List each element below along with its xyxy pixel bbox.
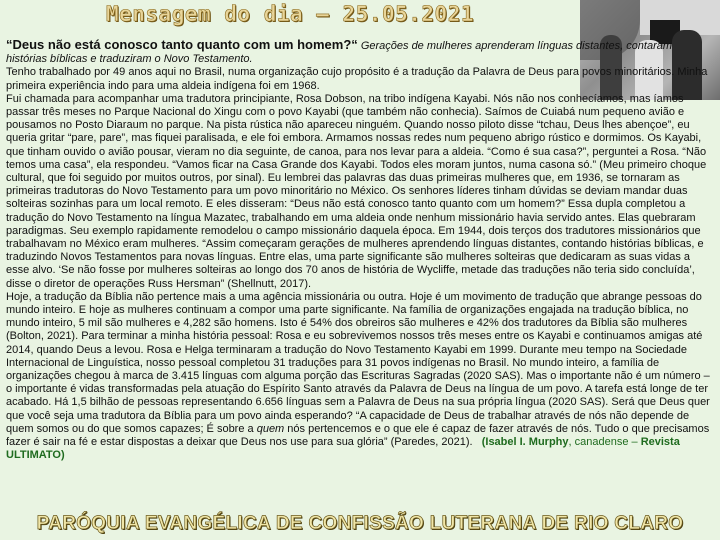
credit-source: Revista ULTIMATO) (6, 436, 680, 462)
footer-banner: PARÓQUIA EVANGÉLICA DE CONFISSÃO LUTERANA DE RIO CLARO (0, 508, 720, 540)
paragraph-text: Hoje, a tradução da Bíblia não pertence mais a uma agência missionária ou outra. Hoje é um movimento de tradução que abrange pessoas do mundo inteiro. E hoje as mulheres continuam a compor uma parte significante. Na família de organizações engajada na tradução bíblica, no mundo inteiro, 5 mil são mulheres e 4,282 são homens. Isto é 54% dos obreiros são mulheres e 42% dos tradutores da Bíblia são mulheres (Bolton, 2021). Para terminar a minha história pessoal: Rosa e eu sobrevivemos nossos três meses entre os Kayabi e continuamos amigas até 2014, quando Deus a levou. Rosa e Helga terminaram a tradução do Novo Testamento Kayabi em 1999. Durante meu tempo na Sociedade Internacional de Linguística, nosso pessoal completou 31 traduções para 31 povos indígenas no Brasil. No mundo inteiro, a família de organizações chegou à marca de 3.415 línguas com alguma porção das Escrituras Sagradas (2020 SAS). Mas o importante não é um número – o importante é vidas transformadas pela atuação do Espírito Santo através da Palavra de Deus na língua de um povo. A tarefa está longe de ter acabado. Há 1,5 bilhão de pessoas representando 6.656 línguas sem a Palavra de Deus na sua própria língua (2020 SAS). Será que Deus quer que você seja uma tradutora da Bíblia para um povo ainda esperando? “A capacidade de Deus de trabalhar através de nós não depende de quem somos ou do que somos capazes; É sobre a (6, 290, 710, 435)
paragraph (6, 291, 714, 463)
page-title: Mensagem do dia – 25.05.2021 (105, 2, 474, 26)
article-body (6, 38, 714, 463)
credit-separator: , canadense – (568, 436, 641, 449)
article-subtitle: Gerações de mulheres aprenderam línguas distantes, contaram histórias bíblicas e traduziram o Novo Testamento. (6, 40, 673, 66)
emphasis-quem: quem (256, 422, 285, 435)
paragraph-text: nós pertencemos e o que ele é capaz de fazer através de nós. Tudo o que precisamos fazer é sair na fé e estar dispostas a deixar que Deus nos use para sua glória” (Paredes, 2021). (6, 422, 710, 449)
article-lead (6, 38, 714, 66)
paragraph: Tenho trabalhado por 49 anos aqui no Brasil, numa organização cujo propósito é a tradução da Palavra de Deus para povos minoritários. Minha primeira experiência indo para uma aldeia indígena foi em 1968. (6, 66, 708, 92)
credit-author: (Isabel I. Murphy (481, 436, 569, 449)
paragraph: Fui chamada para acompanhar uma tradutora principiante, Rosa Dobson, na tribo indígena Kayabi. Nós não nos conhecíamos, mas íamos passar três meses no Parque Nacional do Xingu com o povo Kayabi (que também não conhecia). Saímos de Cuiabá num pequeno avião e pousamos no Posto Diaraum no parque. Na pista rústica não apareceu ninguém. Quando nosso piloto disse “tchau, Deus lhes abençoe”, eu queria gritar “pare, pare”, mas fiquei paralisada, e ele foi embora. Armamos nossas redes num pequeno abrigo rústico e dormimos. Os Kayabi, que tinham ouvido o avião pousar, vieram no dia seguinte, de canoa, para nos levar para a aldeia. “Como é sua casa?”, perguntei a Rosa. “Não temos uma casa”, ela respondeu. “Vamos ficar na Casa Grande dos Kayabi. Todos eles moram juntos, numa casona só.” (Meu primeiro choque cultural, que foi seguido por muitos outros, por sinal). Eu lembrei das palavras das duas primeiras mulheres que, em 1936, se tornaram as primeiras tradutoras do Novo Testamento para um povo minoritário no México. Os senhores líderes tinham dúvidas se deviam mandar duas solteiras sozinhas para um local remoto. E eles disseram: “Deus não está conosco tanto quanto com um homem?” Essa dupla completou a tradução do Novo Testamento na língua Mazatec, trabalhando em uma aldeia onde nenhum missionário havia servido antes. Elas quebraram paradigmas. Seu exemplo rapidamente remodelou o campo missionário daquela época. Em 1944, dois terços dos tradutores missionários que trabalhavam no México eram mulheres. “Assim começaram gerações de mulheres aprendendo línguas distantes, contando histórias bíblicas, e traduzindo Novos Testamentos para novas línguas. Entre elas, uma parte significante são mulheres solteiras que dedicaram as suas vidas a esse alvo. ‘Se não fosse por mulheres solteiras ao longo dos 70 anos de história de Wycliffe, metade das traduções não teria sido concluída’, disse o diretor de operações Russ Hersman” (Shellnutt, 2017). (6, 92, 707, 290)
article-headline: “Deus não está conosco tanto quanto com um homem?“ (6, 37, 358, 52)
